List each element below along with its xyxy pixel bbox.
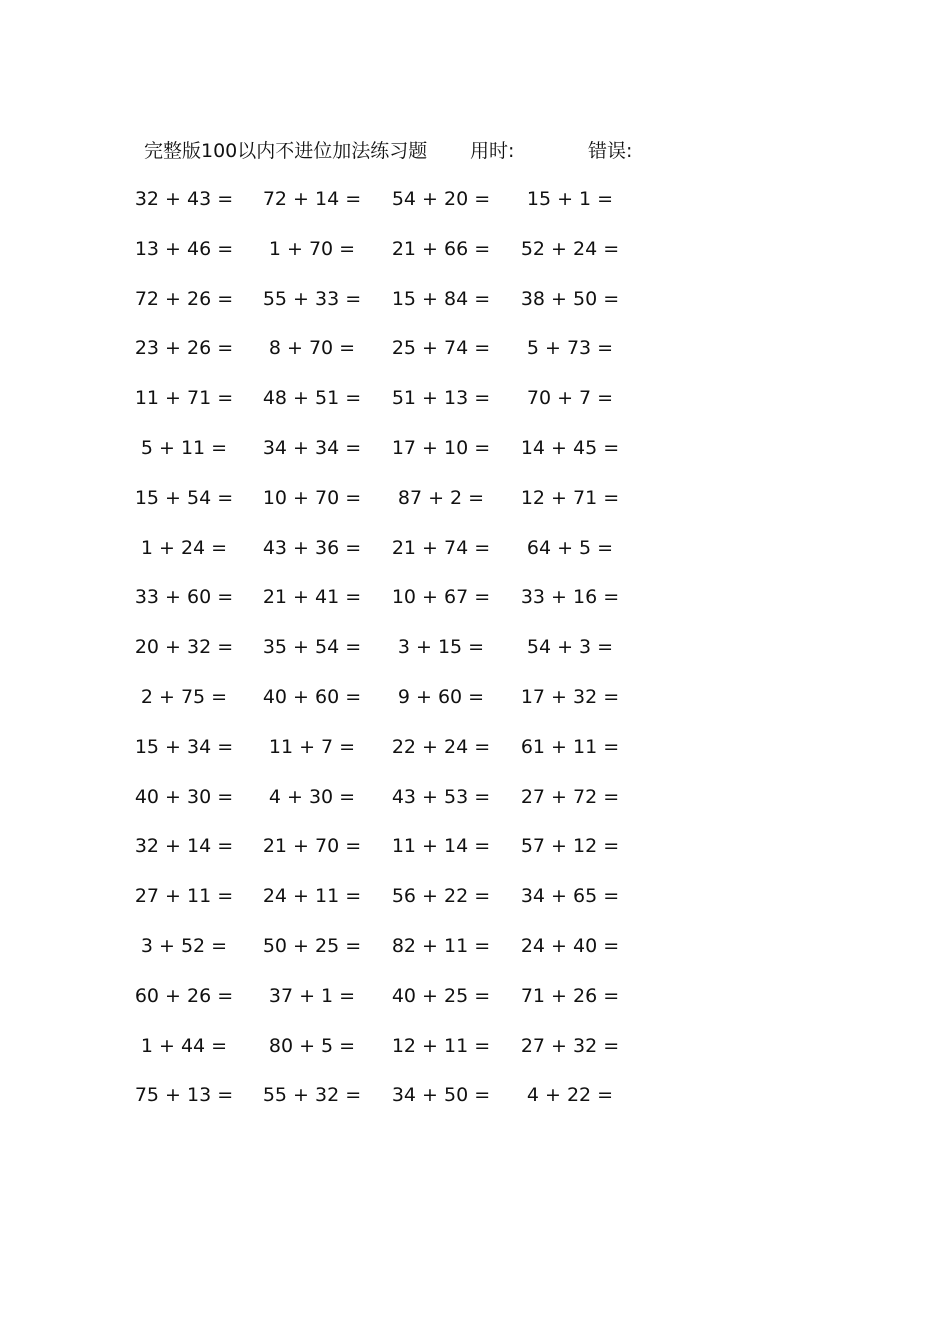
- addition-problem: 57 + 12 =: [520, 835, 620, 858]
- problem-row: [0, 1031, 950, 1081]
- addition-problem: 82 + 11 =: [391, 934, 491, 957]
- problem-row: [0, 1080, 950, 1130]
- addition-problem: 43 + 53 =: [391, 785, 491, 808]
- addition-problem: 12 + 71 =: [520, 486, 620, 509]
- addition-problem: 21 + 70 =: [262, 835, 362, 858]
- addition-problem: 33 + 60 =: [134, 586, 234, 609]
- addition-problem: 33 + 16 =: [520, 586, 620, 609]
- addition-problem: 21 + 41 =: [262, 586, 362, 609]
- addition-problem: 2 + 75 =: [140, 685, 228, 708]
- addition-problem: 23 + 26 =: [134, 337, 234, 360]
- addition-problem: 32 + 43 =: [134, 188, 234, 210]
- addition-problem: 10 + 70 =: [262, 486, 362, 509]
- addition-problem: 25 + 74 =: [391, 337, 491, 360]
- problem-row: [0, 383, 950, 433]
- addition-problem: 52 + 24 =: [520, 237, 620, 260]
- problem-row: [0, 483, 950, 533]
- addition-problem: 51 + 13 =: [391, 387, 491, 410]
- addition-problem: 17 + 10 =: [391, 436, 491, 459]
- addition-problem: 55 + 33 =: [262, 287, 362, 310]
- addition-problem: 60 + 26 =: [134, 984, 234, 1007]
- problem-row: [0, 284, 950, 334]
- problem-row: [0, 533, 950, 583]
- addition-problem: 15 + 1 =: [526, 188, 614, 210]
- addition-problem: 5 + 11 =: [140, 436, 228, 459]
- addition-problem: 14 + 45 =: [520, 436, 620, 459]
- addition-problem: 21 + 74 =: [391, 536, 491, 559]
- problem-row: [0, 831, 950, 881]
- addition-problem: 11 + 14 =: [391, 835, 491, 858]
- problem-row: [0, 981, 950, 1031]
- addition-problem: 1 + 44 =: [140, 1034, 228, 1057]
- addition-problem: 8 + 70 =: [268, 337, 356, 360]
- addition-problem: 48 + 51 =: [262, 387, 362, 410]
- addition-problem: 34 + 50 =: [391, 1084, 491, 1107]
- addition-problem: 40 + 25 =: [391, 984, 491, 1007]
- addition-problem: 24 + 11 =: [262, 885, 362, 908]
- addition-problem: 1 + 70 =: [268, 237, 356, 260]
- addition-problem: 11 + 7 =: [268, 735, 356, 758]
- addition-problem: 37 + 1 =: [268, 984, 356, 1007]
- addition-problem: 27 + 72 =: [520, 785, 620, 808]
- problem-row: [0, 582, 950, 632]
- addition-problem: 27 + 11 =: [134, 885, 234, 908]
- addition-problem: 15 + 84 =: [391, 287, 491, 310]
- addition-problem: 55 + 32 =: [262, 1084, 362, 1107]
- addition-problem: 50 + 25 =: [262, 934, 362, 957]
- time-label: 用时:: [470, 140, 515, 162]
- worksheet-header: [0, 136, 950, 166]
- problem-row: [0, 782, 950, 832]
- problem-grid: [0, 184, 950, 1130]
- addition-problem: 20 + 32 =: [134, 636, 234, 659]
- error-label: 错误:: [588, 140, 633, 162]
- addition-problem: 21 + 66 =: [391, 237, 491, 260]
- addition-problem: 71 + 26 =: [520, 984, 620, 1007]
- addition-problem: 43 + 36 =: [262, 536, 362, 559]
- addition-problem: 54 + 20 =: [391, 188, 491, 210]
- addition-problem: 10 + 67 =: [391, 586, 491, 609]
- addition-problem: 15 + 54 =: [134, 486, 234, 509]
- addition-problem: 72 + 14 =: [262, 188, 362, 210]
- addition-problem: 22 + 24 =: [391, 735, 491, 758]
- addition-problem: 61 + 11 =: [520, 735, 620, 758]
- addition-problem: 3 + 52 =: [140, 934, 228, 957]
- problem-row: [0, 632, 950, 682]
- addition-problem: 12 + 11 =: [391, 1034, 491, 1057]
- addition-problem: 17 + 32 =: [520, 685, 620, 708]
- addition-problem: 13 + 46 =: [134, 237, 234, 260]
- addition-problem: 34 + 65 =: [520, 885, 620, 908]
- addition-problem: 64 + 5 =: [526, 536, 614, 559]
- problem-row: [0, 234, 950, 284]
- problem-row: [0, 881, 950, 931]
- problem-row: [0, 931, 950, 981]
- addition-problem: 75 + 13 =: [134, 1084, 234, 1107]
- problem-row: [0, 732, 950, 782]
- page-title: 完整版100以内不进位加法练习题: [144, 140, 428, 162]
- addition-problem: 38 + 50 =: [520, 287, 620, 310]
- addition-problem: 40 + 60 =: [262, 685, 362, 708]
- addition-problem: 56 + 22 =: [391, 885, 491, 908]
- problem-row: [0, 682, 950, 732]
- addition-problem: 4 + 30 =: [268, 785, 356, 808]
- addition-problem: 70 + 7 =: [526, 387, 614, 410]
- addition-problem: 32 + 14 =: [134, 835, 234, 858]
- addition-problem: 35 + 54 =: [262, 636, 362, 659]
- addition-problem: 87 + 2 =: [397, 486, 485, 509]
- problem-row: [0, 433, 950, 483]
- addition-problem: 4 + 22 =: [526, 1084, 614, 1107]
- addition-problem: 5 + 73 =: [526, 337, 614, 360]
- addition-problem: 9 + 60 =: [397, 685, 485, 708]
- addition-problem: 40 + 30 =: [134, 785, 234, 808]
- addition-problem: 3 + 15 =: [397, 636, 485, 659]
- addition-problem: 27 + 32 =: [520, 1034, 620, 1057]
- problem-row: [0, 184, 950, 234]
- addition-problem: 15 + 34 =: [134, 735, 234, 758]
- problem-row: [0, 333, 950, 383]
- addition-problem: 11 + 71 =: [134, 387, 234, 410]
- addition-problem: 54 + 3 =: [526, 636, 614, 659]
- addition-problem: 34 + 34 =: [262, 436, 362, 459]
- addition-problem: 1 + 24 =: [140, 536, 228, 559]
- addition-problem: 80 + 5 =: [268, 1034, 356, 1057]
- addition-problem: 24 + 40 =: [520, 934, 620, 957]
- addition-problem: 72 + 26 =: [134, 287, 234, 310]
